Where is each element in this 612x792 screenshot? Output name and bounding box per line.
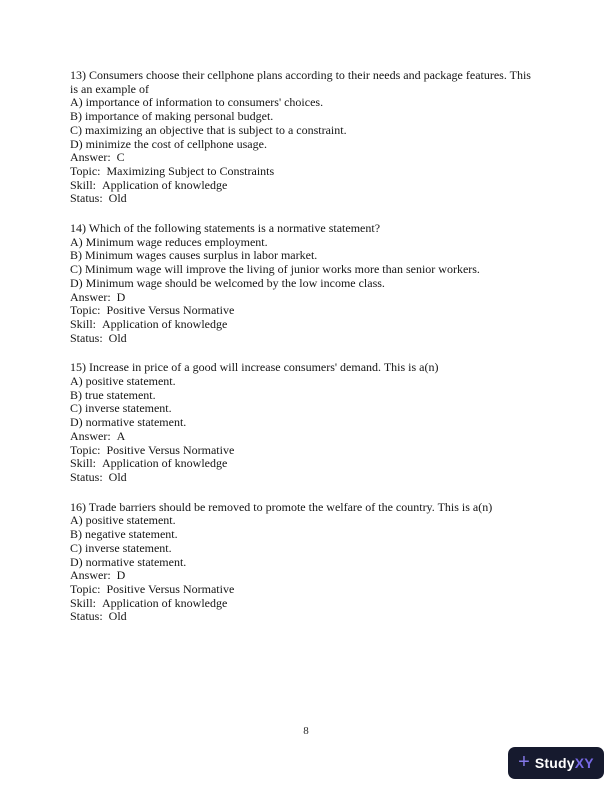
status-line: [70, 332, 546, 346]
status-value: Old: [108, 330, 127, 345]
topic-value: Positive Versus Normative: [106, 581, 235, 596]
answer-value: D: [116, 289, 126, 304]
skill-line: [70, 597, 546, 611]
answer-line: [70, 151, 546, 165]
choice-d: D) minimize the cost of cellphone usage.: [70, 136, 267, 151]
choice-b: B) importance of making personal budget.: [70, 109, 274, 124]
answer-line: [70, 291, 546, 305]
skill-line: [70, 457, 546, 471]
topic-line: [70, 304, 546, 318]
question-block-13: [70, 69, 546, 206]
status-value: Old: [108, 191, 127, 206]
topic-value: Maximizing Subject to Constraints: [106, 163, 275, 178]
choice-a: A) positive statement.: [70, 374, 176, 389]
choice-a: A) Minimum wage reduces employment.: [70, 234, 268, 249]
answer-line: [70, 569, 546, 583]
brand-name-primary: Study: [534, 755, 575, 771]
answer-value: A: [116, 428, 126, 443]
choice-a: A) importance of information to consumers' choices.: [70, 95, 324, 110]
status-line: [70, 610, 546, 624]
brand-name: [535, 756, 594, 770]
status-label: Status:: [70, 330, 103, 345]
status-label: Status:: [70, 469, 103, 484]
question-text: 13) Consumers choose their cellphone plans according to their needs and package features. This: [70, 68, 531, 82]
choice-d: D) normative statement.: [70, 554, 187, 569]
topic-label: Topic:: [70, 163, 101, 178]
skill-label: Skill:: [70, 595, 97, 610]
status-label: Status:: [70, 609, 103, 624]
skill-label: Skill:: [70, 177, 97, 192]
status-value: Old: [108, 609, 127, 624]
choice-a: A) positive statement.: [70, 513, 176, 528]
skill-label: Skill:: [70, 316, 97, 331]
answer-value: D: [116, 568, 126, 583]
question-block-14: [70, 222, 546, 345]
choice-c: C) inverse statement.: [70, 540, 172, 555]
question-text: is an example of: [70, 81, 149, 96]
choice-d: D) normative statement.: [70, 415, 187, 430]
skill-line: [70, 318, 546, 332]
skill-value: Application of knowledge: [102, 456, 228, 471]
topic-label: Topic:: [70, 581, 101, 596]
status-line: [70, 471, 546, 485]
topic-line: [70, 583, 546, 597]
question-text: 14) Which of the following statements is a normative statement?: [70, 221, 381, 236]
skill-value: Application of knowledge: [102, 595, 228, 610]
choice-d: D) Minimum wage should be welcomed by the low income class.: [70, 275, 385, 290]
topic-line: [70, 444, 546, 458]
question-text: 16) Trade barriers should be removed to promote the welfare of the country. This is a(n): [70, 499, 493, 514]
answer-line: [70, 430, 546, 444]
skill-value: Application of knowledge: [102, 316, 228, 331]
skill-value: Application of knowledge: [102, 177, 228, 192]
choice-c: C) maximizing an objective that is subject to a constraint.: [70, 122, 347, 137]
question-text: 15) Increase in price of a good will increase consumers' demand. This is a(n): [70, 360, 439, 375]
brand-name-accent: XY: [574, 755, 594, 771]
answer-value: C: [116, 150, 125, 165]
status-value: Old: [108, 469, 127, 484]
page-content: [70, 69, 546, 624]
choice-b: B) true statement.: [70, 387, 156, 402]
plus-icon: +: [518, 751, 530, 773]
choice-c: C) inverse statement.: [70, 401, 172, 416]
answer-label: Answer:: [70, 428, 111, 443]
topic-line: [70, 165, 546, 179]
page-number: 8: [303, 725, 309, 737]
question-block-15: [70, 361, 546, 484]
topic-value: Positive Versus Normative: [106, 442, 235, 457]
choice-b: B) negative statement.: [70, 527, 178, 542]
choice-c: C) Minimum wage will improve the living of junior works more than senior workers.: [70, 262, 480, 277]
answer-label: Answer:: [70, 150, 111, 165]
question-block-16: [70, 501, 546, 624]
topic-label: Topic:: [70, 442, 101, 457]
topic-value: Positive Versus Normative: [106, 303, 235, 318]
status-line: [70, 192, 546, 206]
studyxy-logo-badge[interactable]: [508, 747, 604, 779]
skill-line: [70, 179, 546, 193]
answer-label: Answer:: [70, 568, 111, 583]
choice-b: B) Minimum wages causes surplus in labor market.: [70, 248, 318, 263]
topic-label: Topic:: [70, 303, 101, 318]
skill-label: Skill:: [70, 456, 97, 471]
answer-label: Answer:: [70, 289, 111, 304]
status-label: Status:: [70, 191, 103, 206]
